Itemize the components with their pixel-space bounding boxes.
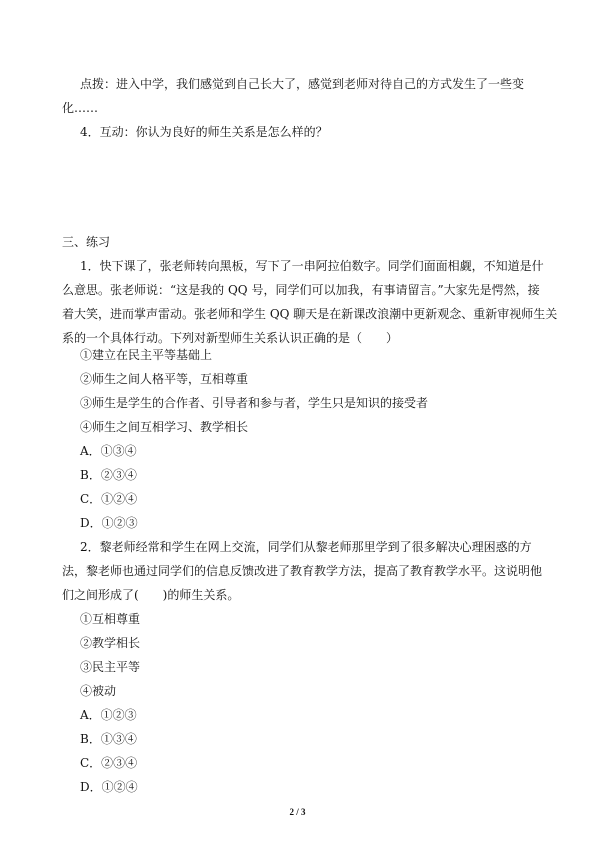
q1-statement: ④师生之间互相学习、教学相长: [80, 420, 249, 434]
section-heading: 三、练习: [62, 235, 111, 249]
q2-stem-line-2: 法，黎老师也通过同学们的信息反馈改进了教育教学方法，提高了教育教学水平。这说明他: [62, 564, 543, 578]
q1-option-b: B．②③④: [80, 468, 137, 482]
q1-stem-line-2: 么意思。张老师说：“这是我的 QQ 号，同学们可以加我，有事请留言。”大家先是愕然，接: [62, 283, 540, 297]
q1-statement: ②师生之间人格平等，互相尊重: [80, 372, 249, 386]
q2-statement: ③民主平等: [80, 660, 141, 674]
dianbo-line-1: 点拨：进入中学，我们感觉到自己长大了，感觉到老师对待自己的方式发生了一些变: [80, 77, 525, 91]
q1-stem-line-3: 着大笑，进而掌声雷动。张老师和学生 QQ 聊天是在新课改浪潮中更新观念、重新审视师生关: [62, 307, 558, 321]
q1-statement: ③师生是学生的合作者、引导者和参与者，学生只是知识的接受者: [80, 396, 429, 410]
q1-stem-line-4: 系的一个具体行动。下列对新型师生关系认识正确的是（ ）: [62, 331, 399, 345]
q1-option-d: D．①②③: [80, 516, 138, 530]
q2-stem-line-3: 们之间形成了( )的师生关系。: [62, 588, 240, 602]
q1-stem-line-1: 1．快下课了，张老师转向黑板，写下了一串阿拉伯数字。同学们面面相觑，不知道是什: [80, 259, 544, 273]
hudong-question: 4．互动：你认为良好的师生关系是怎么样的？: [80, 125, 328, 139]
q2-statement: ②教学相长: [80, 636, 141, 650]
q1-statement: ①建立在民主平等基础上: [80, 348, 213, 362]
q1-option-a: A．①③④: [80, 444, 137, 458]
q2-statement: ①互相尊重: [80, 612, 141, 626]
page-number: 2 / 3: [289, 807, 306, 817]
dianbo-line-2: 化……: [62, 101, 99, 115]
q2-option-d: D．①②④: [80, 780, 138, 794]
q2-option-a: A．①②③: [80, 708, 137, 722]
q2-statement: ④被动: [80, 684, 117, 698]
q2-stem-line-1: 2．黎老师经常和学生在网上交流，同学们从黎老师那里学到了很多解决心理困惑的方: [80, 540, 532, 554]
q1-option-c: C．①②④: [80, 492, 138, 506]
q2-option-b: B．①③④: [80, 732, 137, 746]
q2-option-c: C．②③④: [80, 756, 138, 770]
